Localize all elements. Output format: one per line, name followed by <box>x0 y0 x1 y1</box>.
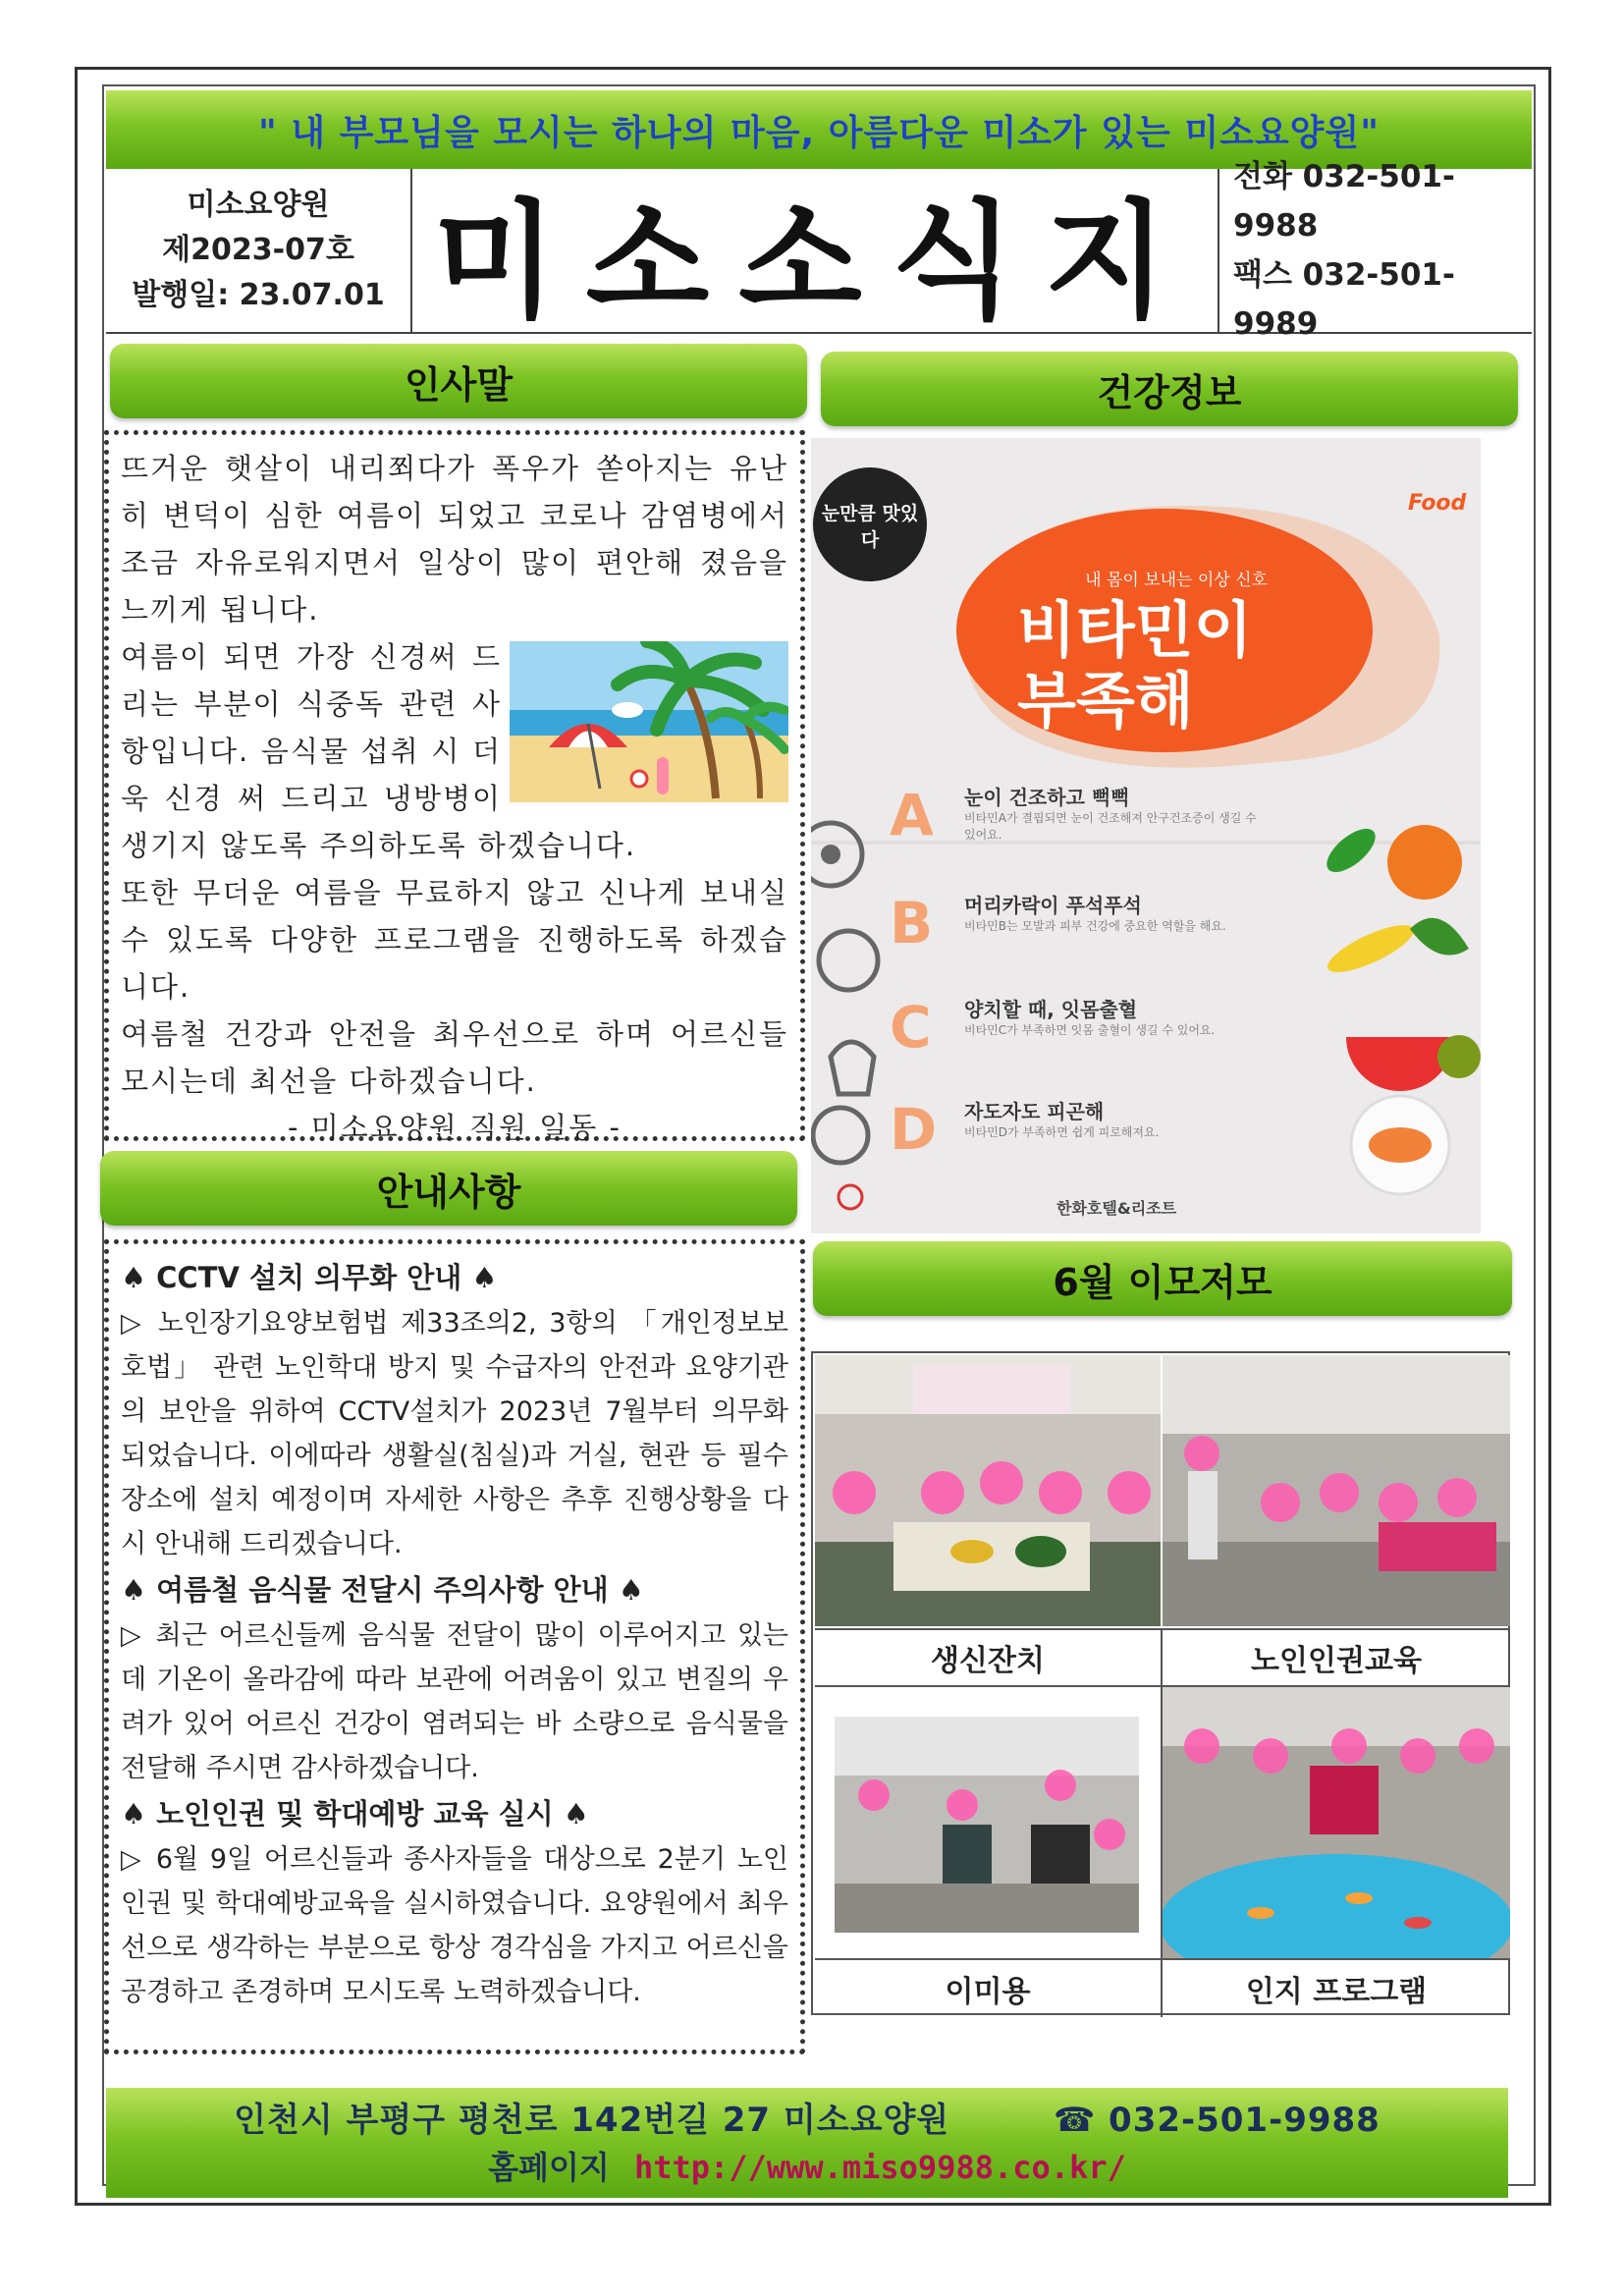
vitamin-letter-c: C <box>890 994 932 1061</box>
greeting-paragraph-2: 여름이 되면 가장 신경써 드리는 부분이 식중독 관련 사항입니다. 음식물 섭취 시 더욱 신경 써 드리고 냉방병이 생기지 않도록 주의하도록 하겠습니다. <box>121 640 637 862</box>
vitamin-b-title: 머리카락이 푸석푸석 <box>964 894 1142 917</box>
vitamin-b-body: 비타민B는 모발과 피부 건강에 중요한 역할을 해요. <box>964 919 1226 933</box>
vitamin-letter-b: B <box>890 890 934 957</box>
notice-box <box>104 1239 805 2054</box>
vitamin-item-d <box>890 1096 1337 1163</box>
phone-number: 전화 032-501-9988 <box>1233 159 1455 244</box>
caption-rights-education: 노인인권교육 <box>1163 1628 1510 1685</box>
footer-line-2 <box>488 2145 1126 2190</box>
issue-number: 제2023-07호 <box>162 233 354 267</box>
poster-subtitle: 내 몸이 보내는 이상 신호 <box>1085 571 1268 590</box>
health-heading: 건강정보 <box>821 352 1518 426</box>
food-notice-body: ▷ 최근 어르신들께 음식물 전달이 많이 이루어지고 있는데 기온이 올라감에 따라 보관에 어려움이 있고 변질의 우려가 있어 어르신 건강이 염려되는 바 소량으로 음식물을 전달해 주시면 감사하겠습니다. <box>121 1620 788 1783</box>
homepage-label: 홈페이지 <box>488 2149 610 2186</box>
poster-footer-brand: 한화호텔&리조트 <box>1056 1199 1177 1218</box>
beach-illustration <box>510 641 788 802</box>
vitamin-c-title: 양치할 때, 잇몸출혈 <box>964 998 1138 1021</box>
cognitive-program-photo <box>1163 1685 1510 1958</box>
poster-title-line2: 부족해 <box>1017 665 1194 737</box>
contact-info <box>1218 159 1532 342</box>
fax-number: 팩스 032-501-9989 <box>1233 257 1455 342</box>
vitamin-item-b <box>890 890 1337 957</box>
photo-gallery <box>811 1351 1510 2015</box>
vitamin-item-a <box>890 782 1337 848</box>
footer-address: 인천시 부평구 평천로 142번길 27 미소요양원 <box>234 2101 950 2140</box>
vitamin-letter-a: A <box>890 782 934 848</box>
rights-notice-body: ▷ 6월 9일 어르신들과 종사자들을 대상으로 2분기 노인인권 및 학대예방교육을 실시하였습니다. 요양원에서 최우선으로 생각하는 부분으로 항상 경각심을 가지고 어르신을 공경하고 존경하며 모시도록 노력하겠습니다. <box>121 1844 788 2007</box>
newsletter-title: 미소소식지 <box>412 169 1218 334</box>
notice-heading: 안내사항 <box>100 1151 797 1226</box>
food-notice-title: ♠ 여름철 음식물 전달시 주의사항 안내 ♠ <box>121 1573 644 1607</box>
footer-phone: ☎ 032-501-9988 <box>1053 2101 1380 2140</box>
issue-date: 발행일: 23.07.01 <box>132 278 385 312</box>
poster-title-line1: 비타민이 <box>1017 594 1253 666</box>
vitamin-d-title: 자도자도 피곤해 <box>964 1100 1105 1123</box>
vitamin-a-title: 눈이 건조하고 뻑뻑 <box>964 786 1130 809</box>
vitamin-poster <box>811 438 1481 1233</box>
human-rights-education-photo <box>1163 1355 1510 1626</box>
cctv-notice-body: ▷ 노인장기요양보험법 제33조의2, 3항의 「개인정보보호법」 관련 노인학대 방지 및 수급자의 안전과 요양기관의 보안을 위하여 CCTV설치가 2023년 7월부터 의무화 되었습니다. 이에따라 생활실(침실)과 거실, 현관 등 필수장소에 설치 예정이며 자세한 사항은 추후 진행상황을 다시 안내해 드리겠습니다. <box>121 1308 788 1559</box>
birthday-party-photo <box>815 1355 1161 1626</box>
caption-birthday: 생신잔치 <box>815 1628 1163 1685</box>
caption-hairdressing: 이미용 <box>815 1958 1163 2017</box>
org-name: 미소요양원 <box>187 188 330 222</box>
vitamin-letter-d: D <box>890 1096 938 1163</box>
greeting-paragraph-1: 뜨거운 햇살이 내리쬐다가 폭우가 쏟아지는 유난히 변덕이 심한 여름이 되었고 코로나 감염병에서 조금 자유로워지면서 일상이 많이 편안해 졌음을 느끼게 됩니다. <box>121 452 788 627</box>
hairdressing-photo <box>815 1685 1163 1958</box>
vitamin-d-body: 비타민D가 부족하면 쉽게 피로해져요. <box>964 1125 1160 1139</box>
vitamin-item-c <box>890 994 1337 1061</box>
rights-notice-title: ♠ 노인인권 및 학대예방 교육 실시 ♠ <box>121 1797 589 1831</box>
greeting-paragraph-3: 또한 무더운 여름을 무료하지 않고 신나게 보내실 수 있도록 다양한 프로그램을 진행하도록 하겠습니다. <box>121 876 788 1004</box>
footer-bar <box>106 2088 1508 2198</box>
issue-info <box>106 169 412 334</box>
poster-badge: 눈만큼 맛있다 <box>821 503 919 551</box>
homepage-link[interactable]: http://www.miso9988.co.kr/ <box>633 2149 1126 2186</box>
greeting-signature: - 미소요양원 직원 일동 - <box>288 1111 622 1144</box>
cctv-notice-title: ♠ CCTV 설치 의무화 안내 ♠ <box>121 1261 498 1294</box>
greeting-heading: 인사말 <box>110 344 807 418</box>
slogan-banner: " 내 부모님을 모시는 하나의 마음, 아름다운 미소가 있는 미소요양원" <box>106 90 1532 169</box>
gallery-heading: 6월 이모저모 <box>813 1241 1512 1316</box>
footer-line-1 <box>234 2096 1380 2145</box>
greeting-paragraph-4: 여름철 건강과 안전을 최우선으로 하며 어르신들 모시는데 최선을 다하겠습니다. <box>121 1017 788 1098</box>
greeting-box <box>104 430 805 1144</box>
vitamin-a-body: 비타민A가 결핍되면 눈이 건조해져 안구건조증이 생길 수 있어요. <box>964 811 1257 842</box>
poster-brand: Food <box>1408 491 1467 516</box>
caption-cognitive-program: 인지 프로그램 <box>1163 1958 1510 2017</box>
vitamin-c-body: 비타민C가 부족하면 잇몸 출혈이 생길 수 있어요. <box>964 1023 1216 1037</box>
